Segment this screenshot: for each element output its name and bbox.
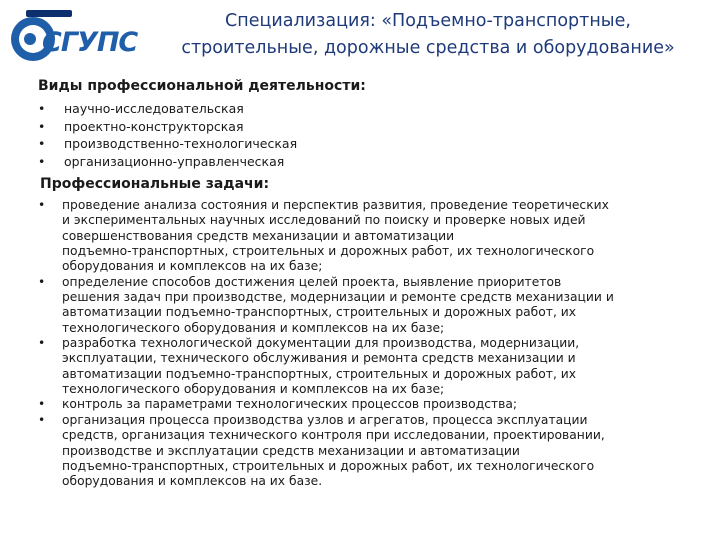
bullet-icon: • bbox=[38, 198, 46, 212]
list-item: • организация процесса производства узлов и агрегатов, процесса эксплуатации средств, организация технического контроля при исследовании, проектировании, производстве и эксплуатации средств механизации и автоматизации подъемно-транспортных, строительных и дорожных работ, их технологического оборудования и комплексов на их базе. bbox=[38, 412, 605, 489]
bullet-icon: • bbox=[38, 274, 46, 289]
list-item: • контроль за параметрами технологических процессов производства; bbox=[38, 397, 518, 412]
bullet-icon: • bbox=[38, 136, 46, 151]
list-item: • научно-исследовательская bbox=[38, 101, 244, 116]
title-line-2: строительные, дорожные средства и оборудование» bbox=[181, 38, 675, 58]
list-item: • проектно-конструкторская bbox=[38, 118, 244, 134]
logo-text: СГУПС bbox=[42, 27, 138, 58]
activity-types-heading: Виды профессиональной деятельности: bbox=[38, 78, 366, 94]
list-item: • проведение анализа состояния и перспектив развития, проведение теоретических и экспериментальных научных исследований по поиску и проверке новых идей совершенствования средств механизации и автоматизации подъемно-транспортных, строительных и дорожных работ, их технологического оборудования и комплексов на их базе; bbox=[38, 198, 609, 274]
bullet-icon: • bbox=[38, 397, 46, 412]
professional-tasks-heading: Профессиональные задачи: bbox=[40, 176, 270, 192]
bullet-icon: • bbox=[38, 336, 46, 351]
page-title bbox=[140, 8, 716, 62]
university-logo bbox=[6, 8, 138, 66]
list-item: • производственно-технологическая bbox=[38, 136, 298, 151]
list-item: • определение способов достижения целей проекта, выявление приоритетов решения задач при производстве, модернизации и ремонте средств механизации и автоматизации подъемно-транспортных, строительных и дорожных работ, их технологического оборудования и комплексов на их базе; bbox=[38, 274, 614, 335]
bullet-icon: • bbox=[38, 412, 46, 427]
activity-types-list bbox=[38, 100, 297, 170]
bullet-icon: • bbox=[38, 118, 46, 134]
bullet-icon: • bbox=[38, 153, 46, 169]
professional-tasks-list bbox=[38, 198, 703, 490]
title-line-1: Специализация: «Подъемно-транспортные, bbox=[225, 11, 631, 31]
sgups-logo-icon bbox=[6, 8, 138, 66]
list-item: • организационно-управленческая bbox=[38, 153, 285, 169]
list-item: • разработка технологической документации для производства, модернизации, эксплуатации, технического обслуживания и ремонта средств механизации и автоматизации подъемно-транспортных, строительных и дорожных работ, их технологического оборудования и комплексов на их базе; bbox=[38, 336, 580, 397]
bullet-icon: • bbox=[38, 101, 46, 116]
